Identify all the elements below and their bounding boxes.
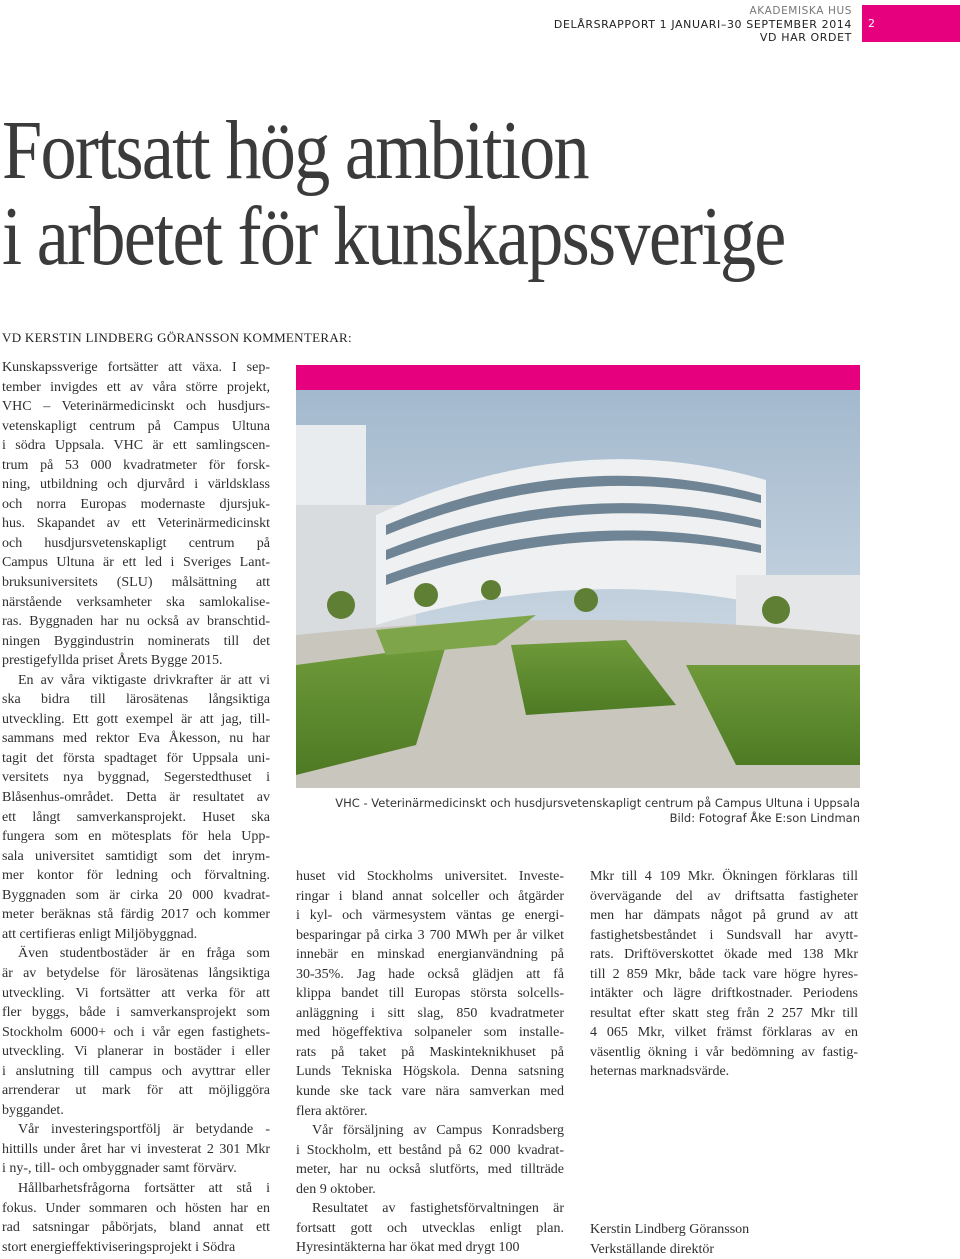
text-line: Hållbarhetsfrågorna fortsätter att stå i xyxy=(18,1180,270,1196)
text-line: meter, har nu också slutförts, med tillträde xyxy=(296,1162,564,1178)
text-line: intäkter och lägre driftkostnader. Periodens xyxy=(590,986,858,1002)
report-title: DELÅRSRAPPORT 1 JANUARI–30 SEPTEMBER 2014 xyxy=(553,18,852,31)
text-line: tember invigdes ett av våra större projekt, xyxy=(2,379,270,395)
text-line: tagit det första spadtaget för Uppsala uni- xyxy=(2,750,270,766)
text-line: Mkr till 4 109 Mkr. Ökningen förklaras till xyxy=(590,869,858,884)
text-line: till 2 859 Mkr, både tack vare högre hyres- xyxy=(590,966,858,982)
text-column-right xyxy=(590,867,858,1082)
text-line: Vår försäljning av Campus Konradsberg xyxy=(312,1123,564,1139)
text-line: fortsatt gott och utvecklas enligt plan. xyxy=(296,1220,564,1236)
text-line: ning, utbildning och djurvård i världsklass xyxy=(2,477,270,493)
text-line: och husdjursvetenskapligt centrum på xyxy=(2,535,270,551)
text-line: VHC – Veterinärmedicinskt och husdjurs- xyxy=(2,399,270,415)
brand-name: AKADEMISKA HUS xyxy=(749,5,852,17)
text-line: 30-35%. Jag hade också glädjen att få xyxy=(296,966,564,982)
text-line: vetenskapligt centrum på Campus Ultuna xyxy=(2,418,270,434)
text-line: innebär en minskad energianvändning på xyxy=(296,947,564,963)
text-line: huset vid Stockholms universitet. Investe- xyxy=(296,869,564,884)
text-line: i Stockholm, ett bestånd på 62 000 kvadrat- xyxy=(296,1142,564,1158)
running-header xyxy=(554,5,852,44)
kicker: VD KERSTIN LINDBERG GÖRANSSON KOMMENTERAR: xyxy=(2,330,352,345)
text-line: Vår investeringsportfölj är betydande - xyxy=(18,1122,270,1138)
photo-accent-bar xyxy=(296,365,860,390)
signature-role: Verkställande direktör xyxy=(590,1241,715,1257)
text-line: och norra Europas modernaste djursjuk- xyxy=(2,496,270,512)
text-line: hus. Skapandet av ett Veterinärmedicinskt xyxy=(2,516,270,532)
text-line: med högeffektiva solpaneler som installe- xyxy=(296,1025,564,1041)
text-line: utveckling. Vi planerar in bostäder i eller xyxy=(2,1044,270,1060)
page-title xyxy=(2,104,785,283)
text-line: flera aktörer. xyxy=(296,1103,368,1119)
signature-name: Kerstin Lindberg Göransson xyxy=(590,1222,750,1237)
text-line: utveckling. Ett gott exempel är att jag, till- xyxy=(2,711,270,727)
text-line: i ny-, till- och ombyggnader samt förvärv. xyxy=(2,1161,237,1177)
text-line: kunde ske tack vare nära samverkan med xyxy=(296,1084,564,1100)
text-line: väsentlig ökning i vår bedömning av fastig- xyxy=(590,1044,858,1060)
caption-text: VHC - Veterinärmedicinskt och husdjursvetenskapligt centrum på Campus Ultuna i Uppsala xyxy=(335,796,860,810)
page-number: 2 xyxy=(868,17,875,30)
text-line: Campus Ultuna är ett led i Sveriges Lant- xyxy=(2,555,270,571)
text-column-left xyxy=(2,358,270,1257)
text-line: ras. Byggnaden har nu också av branschtid- xyxy=(2,614,270,630)
photo-caption xyxy=(335,796,860,826)
text-line: fungera som en mötesplats för hela Upp- xyxy=(2,829,270,845)
title-line: i arbetet för kunskapssverige xyxy=(2,190,785,283)
text-column-middle xyxy=(296,867,564,1258)
building-photo xyxy=(296,365,860,788)
text-line: Även studentbostäder är en fråga som xyxy=(18,946,270,962)
text-line: versitets nya byggnad, Segerstedthuset i xyxy=(2,770,270,786)
text-line: övervägande del av driftsatta fastigheter xyxy=(590,888,858,904)
text-line: En av våra viktigaste drivkrafter är att vi xyxy=(18,672,270,688)
text-line: fler byggs, både i samverkansprojekt som xyxy=(2,1005,270,1021)
text-line: mer kontor för ledning och förvaltning. xyxy=(2,868,270,884)
text-line: trum på 53 000 kvadratmeter för forsk- xyxy=(2,457,270,473)
text-line: anläggning i sitt slag, 850 kvadratmeter xyxy=(296,1005,564,1021)
text-line: meter beräknas stå färdig 2017 och kommer xyxy=(2,907,270,923)
text-line: bruksuniversitets (SLU) målsättning att xyxy=(2,575,270,591)
title-line: Fortsatt hög ambition xyxy=(2,104,588,197)
text-line: att certifieras enligt Miljöbyggnad. xyxy=(2,926,198,942)
signature xyxy=(590,1220,749,1259)
text-line: i anslutning till campus och avyttrar eller xyxy=(2,1063,270,1079)
text-line: klippa bandet till Europas största solcells- xyxy=(296,986,564,1002)
text-line: närstående verksamheter ska samlokalise- xyxy=(2,594,270,610)
text-line: hittills under året har vi investerat 2 301 Mkr xyxy=(2,1141,270,1157)
text-line: prestigefyllda priset Årets Bygge 2015. xyxy=(2,653,223,669)
photo-credit: Bild: Fotograf Åke E:son Lindman xyxy=(669,811,860,825)
text-line: Resultatet av fastighetsförvaltningen är xyxy=(312,1201,564,1217)
text-line: i kyl- och värmesystem väntas ge energi- xyxy=(296,908,564,924)
text-line: men har dämpats något på grund av att xyxy=(590,908,858,924)
text-line: fokus. Under sommaren och hösten har en xyxy=(2,1200,270,1216)
text-line: ringar i bland annat solceller och åtgärder xyxy=(296,888,564,904)
text-line: Hyresintäkterna har ökat med drygt 100 xyxy=(296,1240,520,1256)
text-line: ett långt samverkansprojekt. Huset ska xyxy=(2,809,270,825)
text-line: arrenderar ut mark för att möjliggöra xyxy=(2,1083,270,1099)
section-name: VD HAR ORDET xyxy=(759,31,852,44)
text-line: rad satsningar påbörjats, bland annat ett xyxy=(2,1220,270,1236)
text-line: rats. Driftöverskottet ökade med 138 Mkr xyxy=(590,947,858,963)
text-line: 4 065 Mkr, vilket främst förklaras av en xyxy=(590,1025,858,1041)
text-line: stort energieffektiviseringsprojekt i Södra xyxy=(2,1239,236,1255)
text-line: i södra Uppsala. VHC är ett samlingscen- xyxy=(2,438,270,454)
text-line: heternas marknadsvärde. xyxy=(590,1064,730,1080)
text-line: Blåsenhus-området. Detta är resultatet av xyxy=(2,790,270,806)
text-line: ningen Byggindustrin nominerats till det xyxy=(2,633,270,649)
text-line: ska bidra till lärosätenas långsiktiga xyxy=(2,692,270,708)
text-line: besparingar på cirka 3 700 MWh per år vilket xyxy=(296,927,564,943)
text-line: Kunskapssverige fortsätter att växa. I sep- xyxy=(2,360,270,375)
text-line: Stockholm 6000+ och i vår egen fastighets- xyxy=(2,1024,270,1040)
text-line: resultat efter skatt steg från 2 257 Mkr till xyxy=(590,1005,858,1021)
text-line: rats på taket på Maskinteknikhuset på xyxy=(296,1044,564,1060)
text-line: är av betydelse för lärosätenas långsiktiga xyxy=(2,965,270,981)
text-line: sala universitet samtidigt som det inrym- xyxy=(2,848,270,864)
text-line: Byggnaden som är cirka 20 000 kvadrat- xyxy=(2,887,270,903)
text-line: Lunds Tekniska Högskola. Denna satsning xyxy=(296,1064,564,1080)
text-line: byggandet. xyxy=(2,1102,64,1118)
page-number-box xyxy=(862,5,960,42)
text-line: sammans med rektor Eva Åkesson, nu har xyxy=(2,731,270,747)
text-line: fastighetsbeståndet i Sundsvall har avytt- xyxy=(590,927,858,943)
text-line: den 9 oktober. xyxy=(296,1181,376,1197)
text-line: utveckling. Vi fortsätter att verka för att xyxy=(2,985,270,1001)
